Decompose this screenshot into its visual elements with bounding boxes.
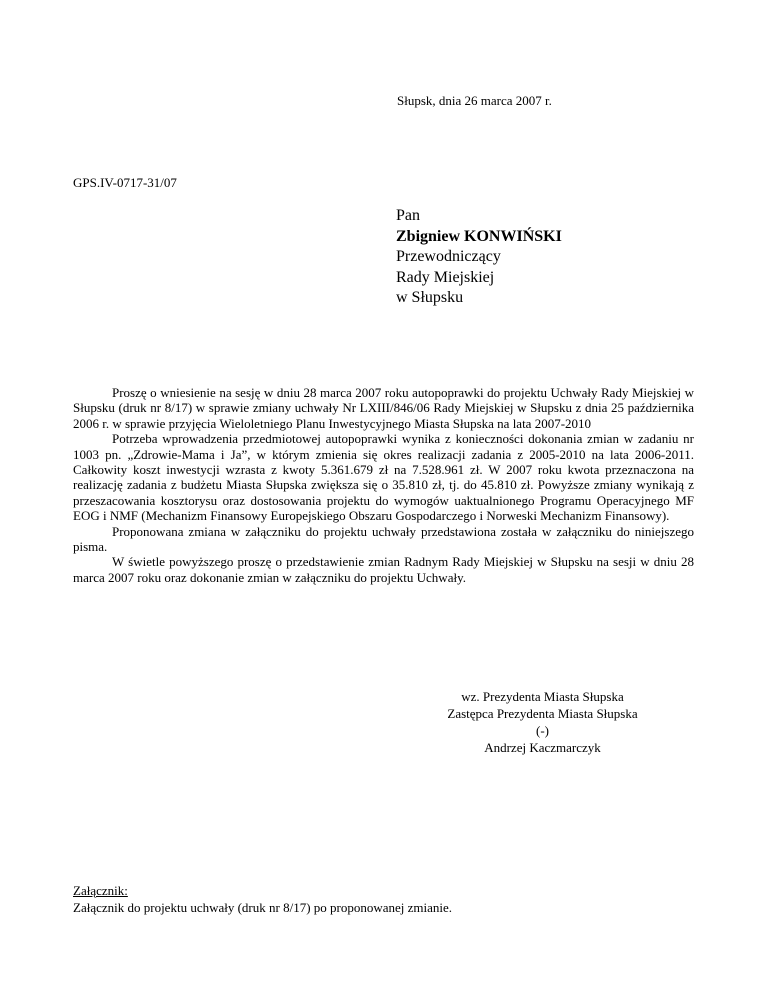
attachment-label: Załącznik: (73, 883, 128, 898)
body-paragraph: Proponowana zmiana w załączniku do projektu uchwały przedstawiona została w załączniku do niniejszego pisma. (73, 523, 694, 555)
recipient-block (396, 206, 562, 309)
attachment-block (73, 882, 452, 916)
signature-line-name: Andrzej Kaczmarczyk (484, 740, 601, 755)
attachment-text: Załącznik do projektu uchwały (druk nr 8/17) po proponowanej zmianie. (73, 900, 453, 915)
body-paragraph: W świetle powyższego proszę o przedstawienie zmian Radnym Rady Miejskiej w Słupsku na sesji w dniu 28 marca 2007 roku oraz dokonanie zmian w załączniku do projektu Uchwały. (73, 554, 694, 585)
recipient-title: Przewodniczący (396, 248, 501, 265)
recipient-salutation: Pan (396, 207, 420, 224)
signature-line-position: Zastępca Prezydenta Miasta Słupska (447, 706, 638, 721)
reference-number: GPS.IV-0717-31/07 (73, 175, 177, 190)
signature-line-authority: wz. Prezydenta Miasta Słupska (461, 689, 624, 704)
recipient-org-line2: w Słupsku (396, 289, 464, 306)
signature-line-mark: (-) (536, 723, 549, 738)
recipient-org-line1: Rady Miejskiej (396, 268, 495, 286)
recipient-name: Zbigniew KONWIŃSKI (396, 227, 562, 245)
body-paragraph: Potrzeba wprowadzenia przedmiotowej autopoprawki wynika z konieczności dokonania zmian w zadaniu nr 1003 pn. „Zdrowie-Mama i Ja”, w którym zmienia się okres realizacji zadania z 2005-2010 na lata 2006-2011. Całkowity koszt inwestycji wzrasta z kwoty 5.361.679 zł na 7.528.961 zł. W 2007 roku kwota przeznaczona na realizację zadania z budżetu Miasta Słupska zwiększa się o 35.810 zł, tj. do 45.810 zł. Powyższe zmiany wynikają z przeszacowania kosztorysu oraz dostosowania projektu do wymogów uaktualnionego Programu Operacyjnego MF EOG i NMF (Mechanizm Finansowy Europejskiego Obszaru Gospodarczego i Norweski Mechanizm Finansowy). (73, 431, 694, 524)
place-date: Słupsk, dnia 26 marca 2007 r. (397, 93, 552, 108)
body-paragraph: Proszę o wniesienie na sesję w dniu 28 marca 2007 roku autopoprawki do projektu Uchwały Rady Miejskiej w Słupsku (druk nr 8/17) w sprawie zmiany uchwały Nr LXIII/846/06 Rady Miejskiej w Słupsku z dnia 25 października 2006 r. w sprawie przyjęcia Wieloletniego Planu Inwestycyjnego Miasta Słupska na lata 2007-2010 (73, 385, 694, 431)
letter-body (73, 385, 694, 585)
signature-block (400, 688, 685, 756)
